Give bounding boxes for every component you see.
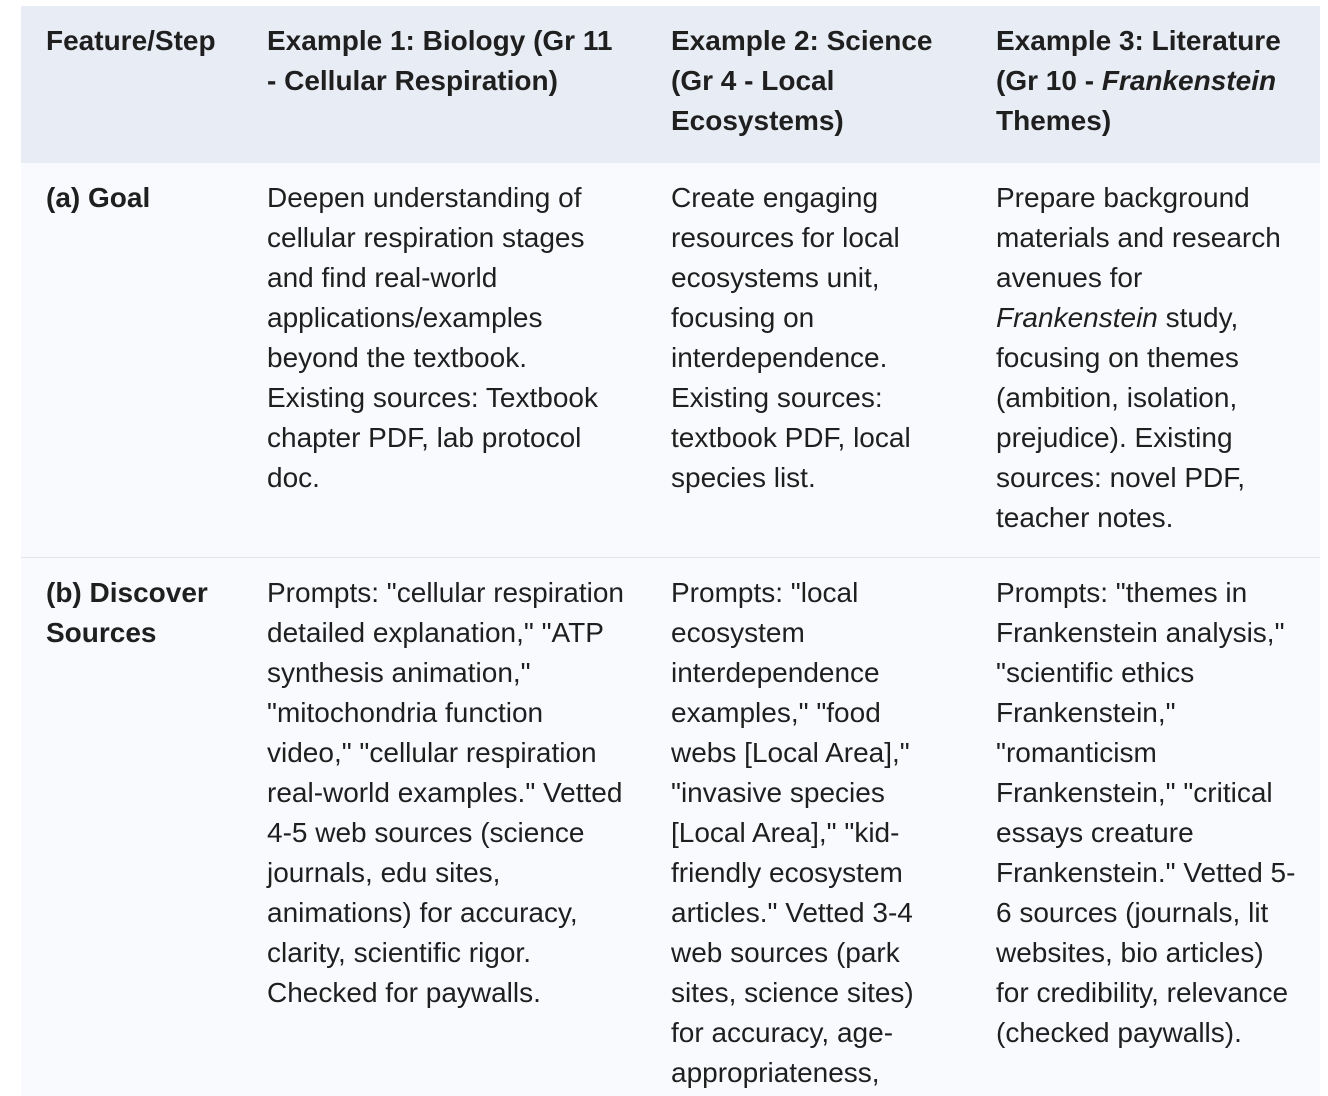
discover-example-3-cell: Prompts: "themes in Frankenstein analysis," "scientific ethics Frankenstein," "romanticism Frankenstein," "critical essays creature Frankenstein." Vetted 5-6 sources (journals, lit websites, bio articles) for credibility, relevance (checked paywalls). [996,577,1296,1048]
header-example-3 [971,6,1320,163]
header-example-1: Example 1: Biology (Gr 11 - Cellular Respiration) [267,25,613,96]
comparison-table-container [21,6,1320,1096]
row-label-discover-sources: (b) Discover Sources [46,577,208,648]
header-example-3-title: Frankenstein [1101,65,1277,96]
goal-example-3-text-a: Prepare background materials and research avenues for [996,182,1281,293]
header-feature-step: Feature/Step [46,25,216,56]
table-body [21,163,1320,1096]
table-header [21,6,1320,163]
goal-example-2-cell: Create engaging resources for local ecosystems unit, focusing on interdependence. Existing sources: textbook PDF, local species list. [646,163,971,558]
discover-example-2-cell: Prompts: "local ecosystem interdependence examples," "food webs [Local Area]," "invasive species [Local Area]," "kid-friendly ecosystem articles." Vetted 3-4 web sources (park sites, science sites) for accuracy, age-appropriateness, [671,577,914,1088]
comparison-table [21,6,1320,1096]
row-label-goal: (a) Goal [21,163,242,558]
goal-example-3-cell [971,163,1320,558]
goal-example-3-title: Frankenstein [996,302,1158,333]
header-example-3-text-b: Themes) [996,105,1112,136]
table-row [21,163,1320,558]
header-row [21,6,1320,163]
discover-example-1-cell: Prompts: "cellular respiration detailed explanation," "ATP synthesis animation," "mitochondria function video," "cellular respiration real-world examples." Vetted 4-5 web sources (science journals, edu sites, animations) for accuracy, clarity, scientific rigor. Checked for paywalls. [267,577,624,1008]
header-example-3-text-a: Example 3: Literature (Gr 10 - [996,25,1281,96]
header-example-2: Example 2: Science (Gr 4 - Local Ecosystems) [671,25,933,136]
table-row [21,558,1320,1096]
goal-example-3-text-b: study, focusing on themes (ambition, isolation, prejudice). Existing sources: novel PDF, teacher notes. [996,302,1245,533]
goal-example-1-cell: Deepen understanding of cellular respiration stages and find real-world applications/examples beyond the textbook. Existing sources: Textbook chapter PDF, lab protocol doc. [242,163,646,558]
